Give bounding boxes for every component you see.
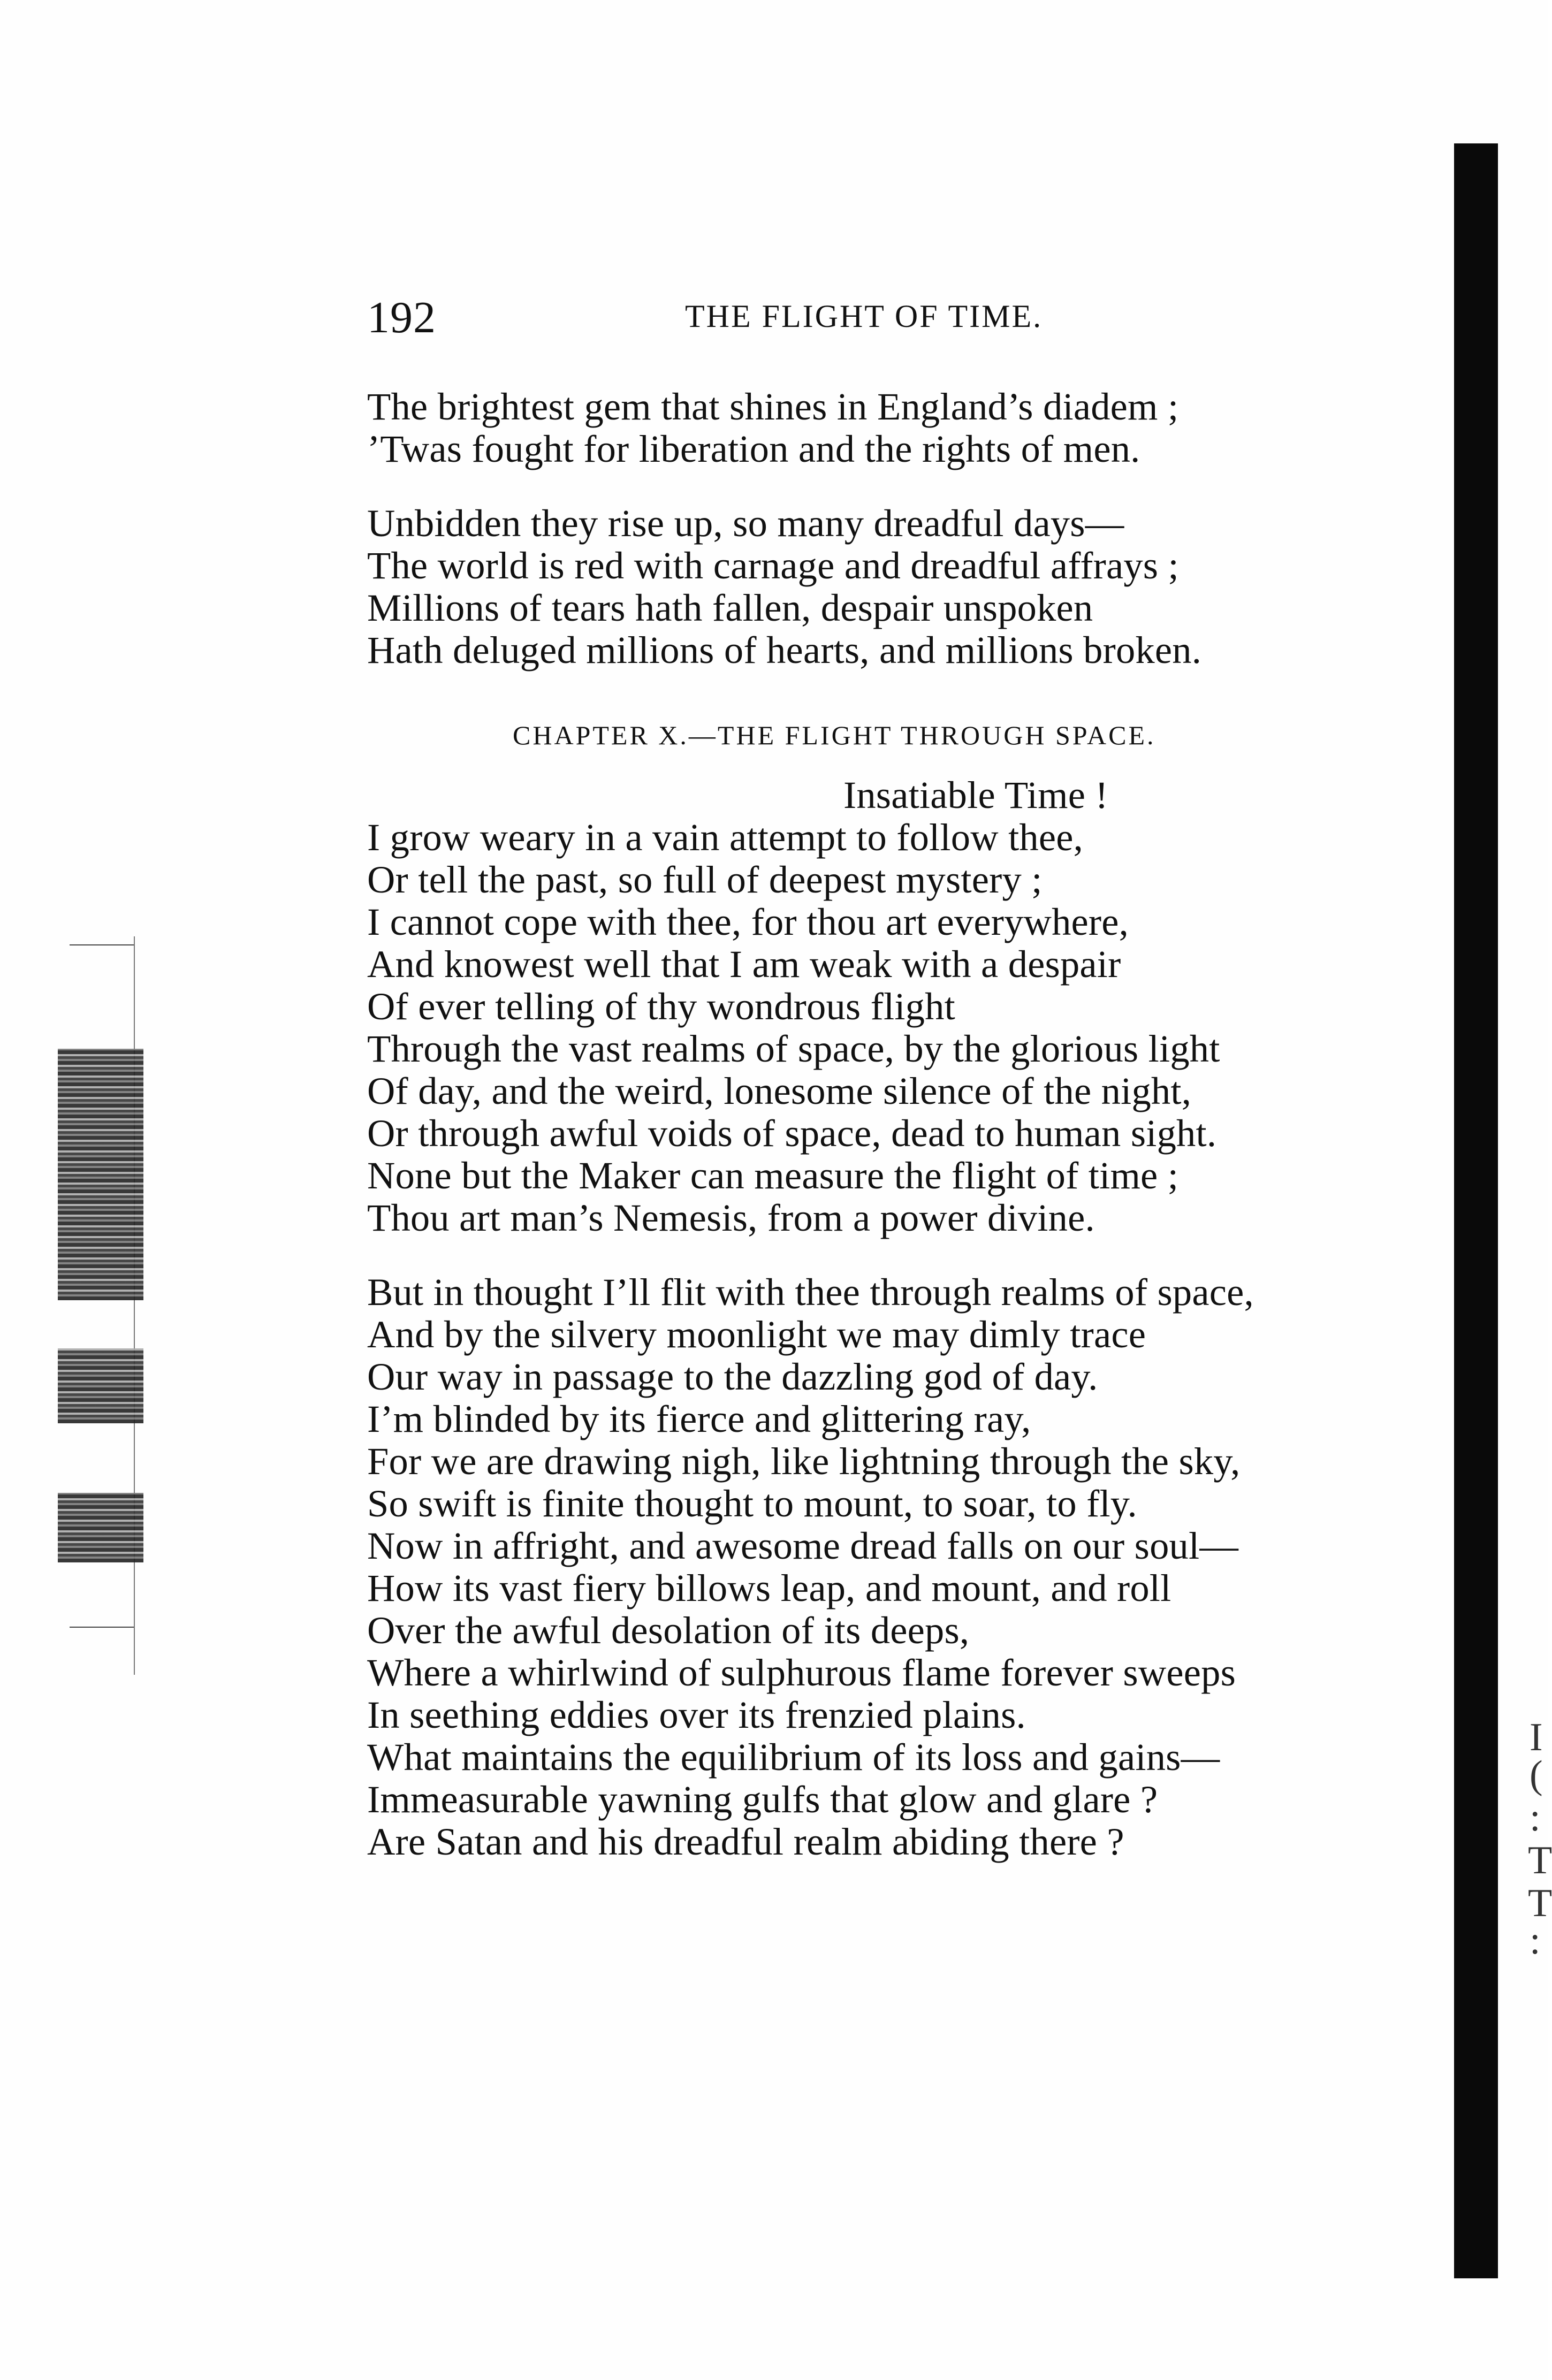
verse-line: ’Twas fought for liberation and the rights of men.	[367, 427, 1140, 470]
verse-line: Hath deluged millions of hearts, and millions broken.	[367, 628, 1202, 672]
margin-fragment: :	[1530, 1796, 1541, 1840]
verse-line: I cannot cope with thee, for thou art everywhere,	[367, 900, 1129, 943]
verse-line: I’m blinded by its fierce and glittering ray,	[367, 1397, 1031, 1440]
verse-line: Over the awful desolation of its deeps,	[367, 1608, 970, 1652]
verse-line: Now in affright, and awesome dread falls on our soul—	[367, 1524, 1239, 1567]
verse-line: Or through awful voids of space, dead to human sight.	[367, 1111, 1217, 1155]
verse-line: Where a whirlwind of sulphurous flame forever sweeps	[367, 1651, 1236, 1694]
page-number: 192	[367, 293, 436, 342]
verse-line: In seething eddies over its frenzied plains.	[367, 1693, 1026, 1736]
gutter-mark	[70, 944, 134, 945]
verse-line: And knowest well that I am weak with a despair	[367, 942, 1121, 986]
verse-line: What maintains the equilibrium of its loss and gains—	[367, 1735, 1220, 1779]
margin-fragment: :	[1530, 1919, 1541, 1963]
verse-line: Insatiable Time !	[843, 773, 1108, 817]
gutter-mark	[70, 1627, 134, 1628]
margin-fragment: T	[1528, 1881, 1552, 1925]
verse-line: I grow weary in a vain attempt to follow thee,	[367, 815, 1083, 859]
verse-line: But in thought I’ll flit with thee through realms of space,	[367, 1270, 1254, 1314]
verse-line: Thou art man’s Nemesis, from a power divine.	[367, 1196, 1095, 1239]
stanza	[367, 1271, 1416, 1863]
scan-edge-shadow	[1454, 143, 1498, 2278]
stanza	[367, 385, 1416, 470]
verse-line: Immeasurable yawning gulfs that glow and glare ?	[367, 1778, 1158, 1821]
margin-fragment: (	[1530, 1753, 1543, 1797]
gutter-line	[134, 936, 135, 1675]
verse-line: Of day, and the weird, lonesome silence of the night,	[367, 1069, 1192, 1112]
bleed-through-artifact	[58, 1049, 143, 1300]
verse-line: Our way in passage to the dazzling god of day.	[367, 1355, 1098, 1398]
verse-line: Unbidden they rise up, so many dreadful days—	[367, 501, 1124, 545]
verse-line: Millions of tears hath fallen, despair unspoken	[367, 586, 1093, 629]
verse-line: None but the Maker can measure the flight of time ;	[367, 1154, 1179, 1197]
margin-fragment: T	[1528, 1839, 1552, 1882]
running-title: THE FLIGHT OF TIME.	[685, 299, 1043, 334]
verse-line: Are Satan and his dreadful realm abiding there ?	[367, 1820, 1124, 1863]
verse-line: The world is red with carnage and dreadful affrays ;	[367, 544, 1179, 587]
verse-line: Or tell the past, so full of deepest mystery ;	[367, 858, 1043, 901]
running-header	[367, 292, 1384, 340]
verse-line: The brightest gem that shines in England’s diadem ;	[367, 385, 1179, 428]
bleed-through-artifact	[58, 1493, 143, 1562]
verse-line: So swift is finite thought to mount, to soar, to fly.	[367, 1482, 1137, 1525]
chapter-heading: CHAPTER X.—THE FLIGHT THROUGH SPACE.	[513, 720, 1156, 750]
verse-line: How its vast fiery billows leap, and mount, and roll	[367, 1566, 1171, 1609]
bleed-through-artifact	[58, 1348, 143, 1423]
stanza	[367, 502, 1416, 671]
poem-text	[367, 385, 1416, 1863]
verse-line: Through the vast realms of space, by the glorious light	[367, 1027, 1220, 1070]
stanza	[367, 774, 1416, 1239]
verse-line: And by the silvery moonlight we may dimly trace	[367, 1313, 1146, 1356]
verse-line: For we are drawing nigh, like lightning through the sky,	[367, 1439, 1241, 1483]
margin-fragment: I	[1530, 1715, 1543, 1759]
verse-line: Of ever telling of thy wondrous flight	[367, 985, 955, 1028]
